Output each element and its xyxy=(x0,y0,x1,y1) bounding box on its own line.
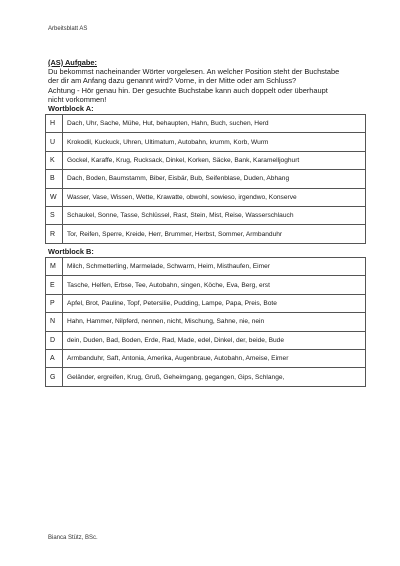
letter-cell: A xyxy=(46,349,63,367)
page-footer: Bianca Stütz, BSc. xyxy=(48,535,98,541)
words-cell: Armbanduhr, Saft, Antonia, Amerika, Augenbraue, Autobahn, Ameise, Eimer xyxy=(63,349,366,367)
letter-cell: W xyxy=(46,188,63,206)
words-cell: Dach, Boden, Baumstamm, Biber, Eisbär, Bub, Seifenblase, Duden, Abhang xyxy=(63,170,366,188)
letter-cell: N xyxy=(46,313,63,331)
letter-cell: M xyxy=(46,258,63,276)
letter-cell: D xyxy=(46,331,63,349)
task-line: der dir am Anfang dazu genannt wird? Vorne, in der Mitte oder am Schluss? xyxy=(48,76,297,86)
letter-cell: S xyxy=(46,206,63,224)
table-row xyxy=(46,188,366,206)
table-row xyxy=(46,258,366,276)
words-cell: Krokodil, Kuckuck, Uhren, Ultimatum, Autobahn, krumm, Korb, Wurm xyxy=(63,133,366,151)
table-row xyxy=(46,349,366,367)
words-cell: dein, Duden, Bad, Boden, Erde, Rad, Made, edel, Dinkel, der, beide, Bude xyxy=(63,331,366,349)
wortblock-a-title: Wortblock A: xyxy=(48,104,94,113)
table-row xyxy=(46,115,366,133)
table-row xyxy=(46,151,366,169)
words-cell: Tor, Reifen, Sperre, Kreide, Herr, Brummer, Herbst, Sommer, Armbanduhr xyxy=(63,225,366,243)
table-row xyxy=(46,206,366,224)
words-cell: Wasser, Vase, Wissen, Wette, Krawatte, obwohl, sowieso, irgendwo, Konserve xyxy=(63,188,366,206)
wortblock-b-title: Wortblock B: xyxy=(48,247,94,256)
letter-cell: P xyxy=(46,294,63,312)
task-line: Achtung - Hör genau hin. Der gesuchte Buchstabe kann auch doppelt oder überhaupt xyxy=(48,85,328,95)
words-cell: Dach, Uhr, Sache, Mühe, Hut, behaupten, Hahn, Buch, suchen, Herd xyxy=(63,115,366,133)
words-cell: Tasche, Helfen, Erbse, Tee, Autobahn, singen, Köche, Eva, Berg, erst xyxy=(63,276,366,294)
words-cell: Schaukel, Sonne, Tasse, Schlüssel, Rast, Stein, Mist, Reise, Wasserschlauch xyxy=(63,206,366,224)
letter-cell: U xyxy=(46,133,63,151)
task-title: (AS) Aufgabe: xyxy=(48,58,97,67)
task-description xyxy=(48,58,368,104)
table-row xyxy=(46,170,366,188)
table-row xyxy=(46,133,366,151)
words-cell: Apfel, Brot, Pauline, Topf, Petersilie, Pudding, Lampe, Papa, Preis, Bote xyxy=(63,294,366,312)
task-line: Du bekommst nacheinander Wörter vorgelesen. An welcher Position steht der Buchstabe xyxy=(48,67,340,77)
task-line: nicht vorkommen! xyxy=(48,94,107,104)
words-cell: Geländer, ergreifen, Krug, Gruß, Geheimgang, gegangen, Gips, Schlange, xyxy=(63,368,366,386)
words-cell: Milch, Schmetterling, Marmelade, Schwarm, Heim, Misthaufen, Eimer xyxy=(63,258,366,276)
letter-cell: K xyxy=(46,151,63,169)
table-row xyxy=(46,276,366,294)
words-cell: Gockel, Karaffe, Krug, Rucksack, Dinkel, Korken, Säcke, Bank, Karamelljoghurt xyxy=(63,151,366,169)
letter-cell: H xyxy=(46,115,63,133)
letter-cell: R xyxy=(46,225,63,243)
table-row xyxy=(46,331,366,349)
wortblock-a-table xyxy=(45,114,366,244)
table-row xyxy=(46,313,366,331)
table-row xyxy=(46,368,366,386)
page-header: Arbeitsblatt AS xyxy=(48,26,88,32)
wortblock-b-table xyxy=(45,257,366,387)
letter-cell: B xyxy=(46,170,63,188)
words-cell: Hahn, Hammer, Nilpferd, nennen, nicht, Mischung, Sahne, nie, nein xyxy=(63,313,366,331)
letter-cell: G xyxy=(46,368,63,386)
table-row xyxy=(46,294,366,312)
letter-cell: E xyxy=(46,276,63,294)
table-row xyxy=(46,225,366,243)
